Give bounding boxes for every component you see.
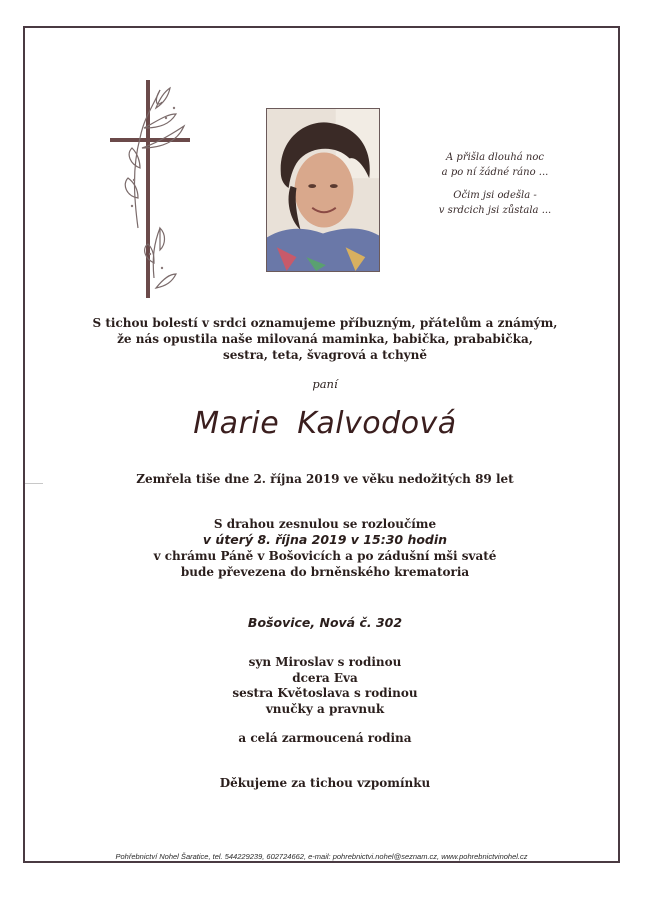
address: Bošovice, Nová č. 302 — [247, 615, 403, 630]
poem-stanza-2 — [420, 188, 570, 218]
poem-stanza-1 — [420, 150, 570, 180]
farewell-line: bude převezena do brněnského krematoria — [180, 565, 470, 579]
announcement — [40, 315, 610, 363]
poem-line: A přišla dlouhá noc — [446, 152, 544, 163]
title-word: paní — [312, 377, 338, 391]
farewell-datetime: v úterý 8. října 2019 v 15:30 hodin — [202, 532, 448, 547]
announcement-line: S tichou bolestí v srdci oznamujeme příbuzným, přátelům a známým, — [92, 316, 558, 330]
farewell-info — [40, 516, 610, 580]
poem-line: a po ní žádné ráno ... — [441, 167, 549, 178]
thanks: Děkujeme za tichou vzpomínku — [219, 776, 431, 790]
announcement-line: že nás opustila naše milovaná maminka, babička, prababička, — [117, 332, 533, 346]
all-family: a celá zarmoucená rodina — [238, 731, 412, 745]
poem — [420, 150, 570, 226]
poem-line: Očim jsi odešla - — [453, 190, 537, 201]
family-member: sestra Květoslava s rodinou — [232, 686, 418, 700]
family-member: vnučky a pravnuk — [265, 701, 385, 716]
announcement-line: sestra, teta, švagrová a tchyně — [223, 348, 427, 362]
death-notice: Zemřela tiše dne 2. října 2019 ve věku nedožitých 89 let — [136, 472, 514, 486]
farewell-line: v chrámu Páně v Bošovicích a po zádušní mši svaté — [153, 549, 497, 563]
portrait-photo — [266, 108, 380, 272]
farewell-line: S drahou zesnulou se rozloučíme — [213, 517, 437, 531]
family-member: syn Miroslav s rodinou — [248, 655, 402, 669]
family-member: dcera Eva — [292, 670, 358, 685]
poem-line: v srdcich jsi zůstala ... — [438, 205, 552, 216]
cross-with-leaves-icon — [104, 78, 196, 300]
footer-contact: Pohřebnictví Nohel Šaratice, tel. 544229239, 602724662, e-mail: pohrebnictvi.nohel@seznam.cz, www.pohrebnictvinohel.cz — [115, 852, 528, 861]
family-list — [40, 655, 610, 717]
deceased-name: Marie Kalvodová — [193, 406, 457, 441]
